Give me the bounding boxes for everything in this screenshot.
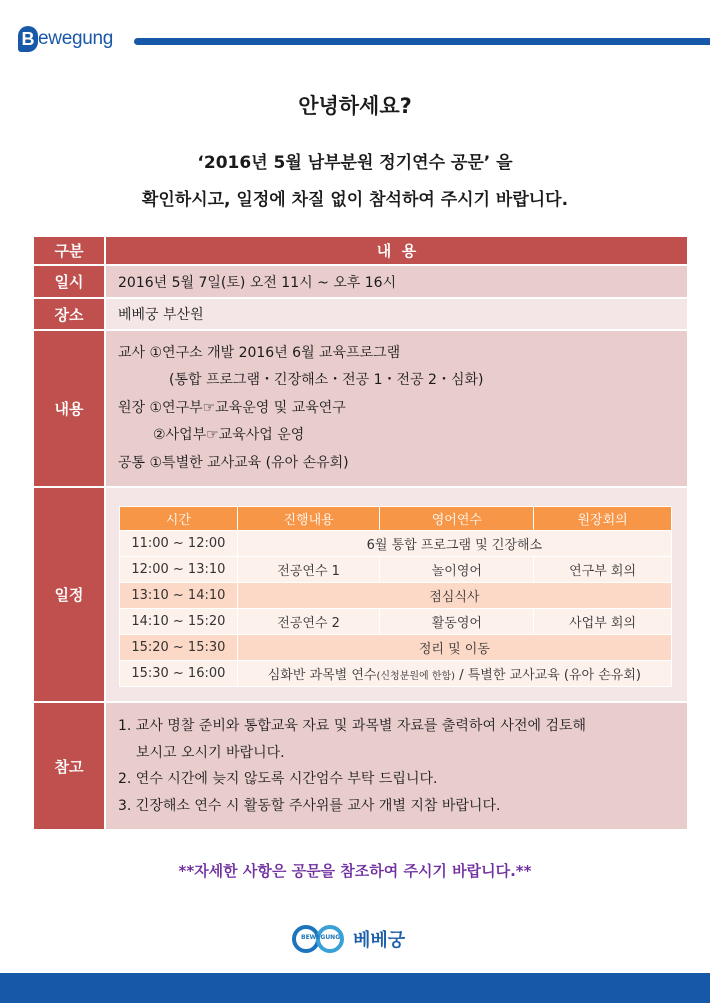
schedule-director: 연구부 회의 <box>534 557 672 583</box>
intro-line-1: ‘2016년 5월 남부분원 정기연수 공문’ 을 <box>197 153 513 173</box>
schedule-english: 활동영어 <box>380 609 534 635</box>
table-header-row <box>33 236 688 265</box>
header-category: 구분 <box>33 236 105 265</box>
reference-label: 참고 <box>33 702 105 830</box>
content-line: 교사 ①연구소 개발 2016년 6월 교육프로그램 <box>118 344 401 361</box>
logo-letter: B <box>18 26 38 52</box>
reference-line: 보시고 오시기 바랍니다. <box>136 744 285 761</box>
header-divider-bar <box>134 38 710 45</box>
reference-line: 3. 긴장해소 연수 시 활동할 주사위를 교사 개별 지참 바랍니다. <box>118 797 501 814</box>
schedule-row-item <box>120 609 672 635</box>
greeting-title: 안녕하세요? <box>298 94 412 118</box>
schedule-merged-note: (신청분원에 한함) <box>376 671 456 682</box>
place-row <box>33 298 688 330</box>
place-label: 장소 <box>33 298 105 330</box>
reference-value <box>105 702 688 830</box>
schedule-row-item <box>120 661 672 687</box>
date-label: 일시 <box>33 265 105 298</box>
schedule-header-english: 영어연수 <box>380 507 534 531</box>
schedule-time: 12:00 ~ 13:10 <box>120 557 238 583</box>
schedule-header-director: 원장회의 <box>534 507 672 531</box>
schedule-row-item <box>120 583 672 609</box>
bewegung-logo <box>18 26 113 52</box>
schedule-progress: 전공연수 2 <box>237 609 380 635</box>
logo-korean-text: 베베궁 <box>353 930 406 951</box>
reference-line: 1. 교사 명찰 준비와 통합교육 자료 및 과목별 자료를 출력하여 사전에 검토해 <box>118 718 587 734</box>
schedule-merged: 6월 통합 프로그램 및 긴장해소 <box>237 531 671 557</box>
schedule-time: 15:20 ~ 15:30 <box>120 635 238 661</box>
schedule-header-time: 시간 <box>120 507 238 531</box>
schedule-progress: 전공연수 1 <box>237 557 380 583</box>
schedule-merged: 점심식사 <box>237 583 671 609</box>
schedule-table <box>119 506 672 687</box>
schedule-header-row <box>120 507 672 531</box>
schedule-header-progress: 진행내용 <box>237 507 380 531</box>
bebegung-logo <box>292 925 405 953</box>
schedule-english: 놀이영어 <box>380 557 534 583</box>
date-row <box>33 265 688 298</box>
schedule-time: 15:30 ~ 16:00 <box>120 661 238 687</box>
reference-row <box>33 702 688 830</box>
schedule-time: 13:10 ~ 14:10 <box>120 583 238 609</box>
logo-text: ewegung <box>38 28 114 49</box>
footer-bar <box>0 973 710 1003</box>
logo-circles-icon <box>292 925 350 953</box>
content-row <box>33 330 688 487</box>
schedule-merged-prefix: 심화반 과목별 연수 <box>267 668 377 683</box>
content-value <box>105 330 688 487</box>
bottom-note: **자세한 사항은 공문을 참조하여 주시기 바랍니다.** <box>178 862 532 880</box>
schedule-row-item <box>120 635 672 661</box>
content-line: ②사업부☞교육사업 운영 <box>153 427 305 444</box>
schedule-time: 14:10 ~ 15:20 <box>120 609 238 635</box>
schedule-merged: 정리 및 이동 <box>237 635 671 661</box>
schedule-merged <box>237 661 671 687</box>
intro-line-2: 확인하시고, 일정에 차질 없이 참석하여 주시기 바랍니다. <box>141 190 569 210</box>
schedule-row-item <box>120 531 672 557</box>
schedule-row-item <box>120 557 672 583</box>
place-value: 베베궁 부산원 <box>105 298 688 330</box>
schedule-merged-suffix: / 특별한 교사교육 (유아 손유회) <box>455 668 641 683</box>
reference-line: 2. 연수 시간에 늦지 않도록 시간엄수 부탁 드립니다. <box>118 771 438 787</box>
content-line: 원장 ①연구부☞교육운영 및 교육연구 <box>118 399 346 416</box>
schedule-label: 일정 <box>33 487 105 702</box>
page-header <box>0 0 710 80</box>
header-content: 내 용 <box>105 236 688 265</box>
content-line: 공통 ①특별한 교사교육 (유아 손유회) <box>118 454 349 471</box>
date-value: 2016년 5월 7일(토) 오전 11시 ~ 오후 16시 <box>105 265 688 298</box>
content-label: 내용 <box>33 330 105 487</box>
logo-mark-text: BEWEGUNG <box>301 934 341 941</box>
schedule-director: 사업부 회의 <box>534 609 672 635</box>
schedule-time: 11:00 ~ 12:00 <box>120 531 238 557</box>
content-line: (통합 프로그램・긴장해소・전공 1・전공 2・심화) <box>169 372 484 389</box>
